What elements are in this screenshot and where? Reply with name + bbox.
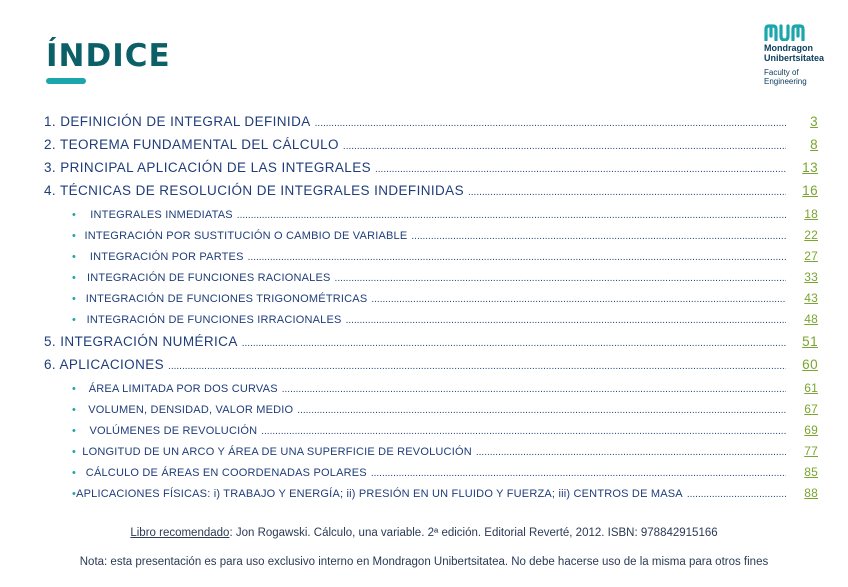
toc-page-link[interactable]: 69 <box>804 423 818 437</box>
toc-subentry[interactable] <box>72 270 818 284</box>
bullet-icon: • <box>72 425 77 437</box>
toc-page-link[interactable]: 8 <box>810 137 818 152</box>
toc-entry[interactable] <box>44 160 818 175</box>
toc-label: 4. TÉCNICAS DE RESOLUCIÓN DE INTEGRALES INDEFINIDAS <box>44 183 464 198</box>
toc-label: 6. APLICACIONES <box>44 357 165 372</box>
toc-label: CÁLCULO DE ÁREAS EN COORDENADAS POLARES <box>85 467 367 479</box>
toc-subentry[interactable] <box>72 291 818 305</box>
toc-page-link[interactable]: 77 <box>804 444 818 458</box>
toc-page-link[interactable]: 61 <box>804 381 818 395</box>
toc-label: APLICACIONES FÍSICAS: i) TRABAJO Y ENERGÍA; ii) PRESIÓN EN UN FLUIDO Y FUERZA; iii) CENTROS DE MASA <box>76 488 683 500</box>
recommended-book <box>0 527 848 539</box>
bullet-icon: • <box>72 488 77 500</box>
bullet-icon: • <box>72 314 77 326</box>
toc-leader <box>297 405 786 416</box>
toc-leader <box>411 231 786 242</box>
toc-page-link[interactable]: 33 <box>804 270 818 284</box>
bullet-icon: • <box>72 446 77 458</box>
toc-label: INTEGRACIÓN DE FUNCIONES TRIGONOMÉTRICAS <box>85 293 368 305</box>
recommended-book-text: : Jon Rogawski. Cálculo, una variable. 2ª edición. Editorial Reverté, 2012. ISBN: 978842915166 <box>229 527 718 539</box>
toc-page-link[interactable]: 16 <box>802 183 818 198</box>
toc-subentry[interactable] <box>72 486 818 500</box>
toc-label: ÁREA LIMITADA POR DOS CURVAS <box>88 383 278 395</box>
logo-line-2: Unibertsitatea <box>764 53 825 63</box>
toc-page-link[interactable]: 60 <box>802 357 818 372</box>
toc-label: INTEGRACIÓN DE FUNCIONES RACIONALES <box>87 272 331 284</box>
toc-leader <box>237 210 786 221</box>
toc-page-link[interactable]: 48 <box>804 312 818 326</box>
toc-label: 2. TEOREMA FUNDAMENTAL DEL CÁLCULO <box>44 137 339 152</box>
toc-label: VOLUMEN, DENSIDAD, VALOR MEDIO <box>88 404 294 416</box>
toc-leader <box>375 164 786 175</box>
bullet-icon: • <box>72 404 77 416</box>
toc-page-link[interactable]: 13 <box>802 160 818 175</box>
toc-subentry[interactable] <box>72 423 818 437</box>
toc-page-link[interactable]: 85 <box>804 465 818 479</box>
logo-line-1: Mondragon <box>764 43 813 53</box>
toc-subentry[interactable] <box>72 465 818 479</box>
toc-page-link[interactable]: 18 <box>804 207 818 221</box>
toc-subentry[interactable] <box>72 207 818 221</box>
toc-leader <box>346 315 786 326</box>
toc-label: VOLÚMENES DE REVOLUCIÓN <box>89 425 258 437</box>
toc-entry[interactable] <box>44 357 818 372</box>
logo-line-4: Engineering <box>764 77 807 86</box>
mondragon-logo-icon <box>764 24 810 41</box>
toc-label: 5. INTEGRACIÓN NUMÉRICA <box>44 334 238 349</box>
toc-page-link[interactable]: 51 <box>802 334 818 349</box>
bullet-icon: • <box>72 293 77 305</box>
logo-line-3: Faculty of <box>764 68 799 77</box>
toc-label: INTEGRACIÓN DE FUNCIONES IRRACIONALES <box>86 314 342 326</box>
toc-page-link[interactable]: 22 <box>804 228 818 242</box>
toc-leader <box>248 252 786 263</box>
toc-subentry[interactable] <box>72 402 818 416</box>
bullet-icon: • <box>72 467 77 479</box>
toc-page-link[interactable]: 67 <box>804 402 818 416</box>
toc-entry[interactable] <box>44 114 818 129</box>
toc-label: 3. PRINCIPAL APLICACIÓN DE LAS INTEGRALES <box>44 160 371 175</box>
toc-label: 1. DEFINICIÓN DE INTEGRAL DEFINIDA <box>44 114 311 129</box>
bullet-icon: • <box>72 251 77 263</box>
toc-leader <box>371 468 786 479</box>
bullet-icon: • <box>72 383 77 395</box>
toc-leader <box>315 118 786 129</box>
toc-entry[interactable] <box>44 137 818 152</box>
toc-subentry[interactable] <box>72 249 818 263</box>
bullet-icon: • <box>72 272 77 284</box>
toc-leader <box>371 294 786 305</box>
toc-label: INTEGRACIÓN POR SUSTITUCIÓN O CAMBIO DE VARIABLE <box>84 230 408 242</box>
recommended-book-link[interactable]: Libro recomendado <box>130 527 230 539</box>
toc-subentry[interactable] <box>72 312 818 326</box>
toc-entry[interactable] <box>44 183 818 198</box>
toc-page-link[interactable]: 88 <box>804 486 818 500</box>
toc-label: INTEGRACIÓN POR PARTES <box>89 251 244 263</box>
toc-leader <box>476 447 786 458</box>
toc-leader <box>335 273 786 284</box>
toc-leader <box>343 141 786 152</box>
toc-subentry[interactable] <box>72 381 818 395</box>
toc-leader <box>687 489 786 500</box>
toc-page-link[interactable]: 3 <box>810 114 818 129</box>
bullet-icon: • <box>72 230 77 242</box>
toc-leader <box>168 361 786 372</box>
page-title: ÍNDICE <box>46 38 171 74</box>
toc-page-link[interactable]: 43 <box>804 291 818 305</box>
toc-page-link[interactable]: 27 <box>804 249 818 263</box>
toc-leader <box>282 384 786 395</box>
bullet-icon: • <box>72 209 77 221</box>
toc-label: INTEGRALES INMEDIATAS <box>90 209 233 221</box>
toc-label: LONGITUD DE UN ARCO Y ÁREA DE UNA SUPERFICIE DE REVOLUCIÓN <box>82 446 472 458</box>
toc-subentry[interactable] <box>72 444 818 458</box>
mondragon-logo <box>764 24 844 86</box>
title-underline <box>46 78 86 84</box>
toc-leader <box>468 187 786 198</box>
toc-subentry[interactable] <box>72 228 818 242</box>
toc-leader <box>242 338 786 349</box>
toc-leader <box>261 426 786 437</box>
usage-note: Nota: esta presentación es para uso exclusivo interno en Mondragon Unibertsitatea. No debe hacerse uso de la misma para otros fines <box>79 556 769 568</box>
toc-entry[interactable] <box>44 334 818 349</box>
